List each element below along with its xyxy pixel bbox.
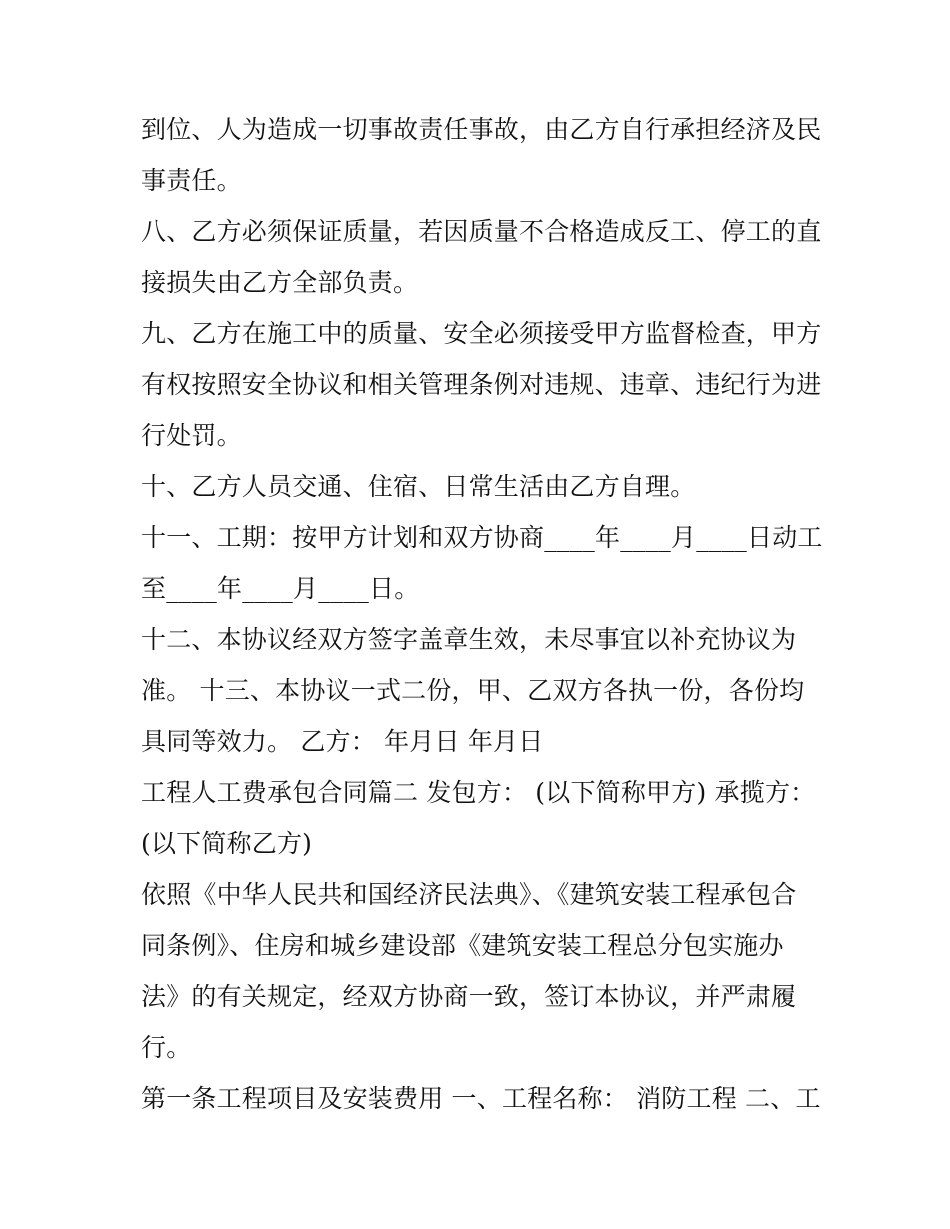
text-line: 事责任。 (141, 166, 242, 195)
text-line: (以下简称乙方) (141, 829, 313, 858)
text-line: 接损失由乙方全部负责。 (141, 268, 419, 297)
document-body (141, 104, 831, 1124)
text-line: 至____年____月____日。 (141, 574, 420, 603)
text-line: 九、乙方在施工中的质量、安全必须接受甲方监督检查，甲方 (141, 319, 822, 348)
text-line: 法》的有关规定，经双方协商一致，签订本协议，并严肃履 (141, 982, 797, 1011)
text-line: 依照《中华人民共和国经济民法典》、《建筑安装工程承包合 (141, 880, 797, 909)
text-line: 第一条工程项目及安装费用 一、工程名称： 消防工程 二、工 (141, 1084, 821, 1113)
text-line: 具同等效力。 乙方： 年月日 年月日 (141, 727, 544, 756)
text-line: 行处罚。 (141, 421, 242, 450)
text-line: 十二、本协议经双方签字盖章生效，未尽事宜以补充协议为 (141, 625, 797, 654)
text-line: 十、乙方人员交通、住宿、日常生活由乙方自理。 (141, 472, 696, 501)
text-line: 有权按照安全协议和相关管理条例对违规、违章、违纪行为进 (141, 370, 822, 399)
text-line: 行。 (141, 1033, 192, 1062)
text-line: 十一、工期：按甲方计划和双方协商____年____月____日动工 (141, 523, 823, 552)
text-line: 同条例》、住房和城乡建设部《建筑安装工程总分包实施办 (141, 931, 784, 960)
text-line: 到位、人为造成一切事故责任事故，由乙方自行承担经济及民 (141, 115, 822, 144)
text-line: 工程人工费承包合同篇二 发包方： (以下简称甲方) 承揽方： (141, 778, 816, 807)
text-line: 八、乙方必须保证质量，若因质量不合格造成反工、停工的直 (141, 217, 822, 246)
text-line: 准。 十三、本协议一式二份，甲、乙双方各执一份，各份均 (141, 676, 805, 705)
